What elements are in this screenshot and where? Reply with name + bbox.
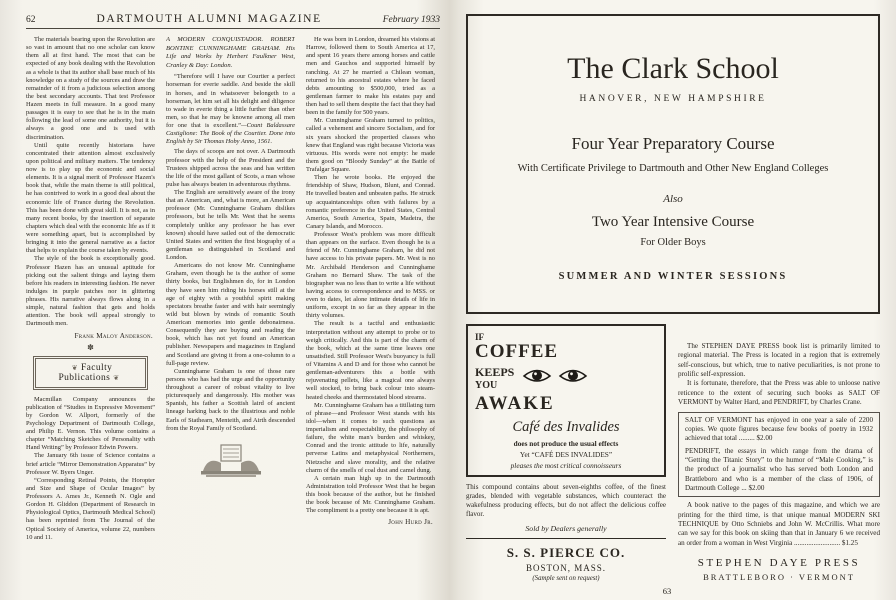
- fleuron-icon: ✽: [87, 342, 94, 352]
- cafe-ad-box: [466, 324, 666, 477]
- cafe-brand-name: Café des Invalides: [512, 418, 620, 435]
- right-page-number: 63: [662, 586, 672, 596]
- clark-also-label: Also: [663, 193, 683, 205]
- column-3: [306, 36, 435, 584]
- cafe-tagline-2: Yet “CAFÉ DES INVALIDES”: [519, 449, 613, 459]
- pierce-company-name: S. S. PIERCE CO.: [506, 545, 626, 561]
- faculty-paragraph: “Corresponding Retinal Points, the Horopter and Size and Shape of Ocular Images” by Professors A. Ames Jr., Kenneth N. Ogle and Gordon H. Gliddon (Department of Research in Physiological Optics, Dartmouth Medical School) has been reprinted from The Journal of the Optical Society of America, volume 22, numbers 10 and 11.: [26, 476, 155, 541]
- coffee-art-awake: AWAKE: [475, 392, 555, 414]
- review-paragraph: The style of the book is exceptionally good. Professor Hazen has an unusual aptitude for picking out the salient things and laying them before his readers in interesting fashion. He never indulges in purple patches nor in glittering phrases. His narrative always flows along in a simple, natural fashion that gets and holds attention. The book will appeal strongly to Dartmouth men.: [26, 255, 155, 328]
- leaf-ornament-icon: ❦: [113, 373, 120, 382]
- left-page-header: [26, 13, 440, 25]
- review-paragraph: A certain man high up in the Dartmouth Administration told Professor West that he began this book because of the author, but he finished the book because of Mr. Cunninghame Graham. The compliment is a pretty one because it is apt.: [306, 474, 435, 515]
- clark-school-ad: [466, 14, 880, 314]
- cafe-body-text: This compound contains about seven-eighths coffee, of the finest grades, blended with vegetable substances, which counteract the wakefulness producing effects, but do not affect the delicious coffee flavor.: [466, 482, 666, 519]
- clark-school-location: HANOVER, NEW HAMPSHIRE: [579, 94, 767, 104]
- daye-booklist-box: [678, 412, 880, 498]
- masthead-title: DARTMOUTH ALUMNI MAGAZINE: [96, 13, 322, 25]
- review-paragraph: The result is a tactful and enthusiastic interpretation without any attempt to probe or to weigh critically. And this is part of the charm of the book, which at the same time leaves one unsatisfied. Still Professor West's buoyancy is full of Vitamins A and D and for those who cannot be gentleman-adventurers this a bottle with rejuvenating pellets, like a magical one always well stocked, to bring back colour into steam-heated cheeks and thermostated blood streams.: [306, 320, 435, 401]
- pierce-company-city: BOSTON, MASS.: [525, 563, 607, 574]
- review-paragraph: The materials bearing upon the Revolution are so vast in amount that no one scholar can know them all at first hand. The most that can be expected of any book dealing with the Revolution as a whole is that its author shall base much of his knowledge on a study of the sources and draw the remainder of it from a judicious selection among the best secondary accounts. That test Professor Hazen meets in full measure. In a good many passages it is easy to see that he is in the main following the lead of some one authority, but it is always a good one and is used with discrimination.: [26, 36, 155, 141]
- review-paragraph: Then he wrote books. He enjoyed the friendship of Shaw, Hudson, Blunt, and Conrad. He travelled beaten and unbeaten paths. He struck up acquaintanceships often with failures by a romantic preference in the United States, Central America, South America, Spain, Madeira, the Canary Islands, and Morocco.: [306, 174, 435, 230]
- right-page-bottom-ads: [466, 324, 880, 592]
- review-paragraph: The English are sensitively aware of the irony that an American, and, what is more, an American professor (Mr. Cunninghame Graham dislikes professors, but he tells Mr. West that he seems completely unlike any professor he has ever known) should have sailed out of the democratic United States and written the first biography of a gentleman so distinguished in Scotland and London.: [166, 189, 295, 261]
- coffee-art-coffee: COFFEE: [475, 341, 559, 362]
- cafe-des-invalides-ad: [466, 324, 666, 592]
- quote-text: “Therefore will I have our Courtier a perfect horseman for everie saddle. And beside the skill in horses, and in whatsoever belongeth to a horseman, let him set all his delight and diligence to wade in everie thing a little further than other men, so that he may be knowne among all men for one that is excellent.”: [166, 73, 295, 129]
- faculty-paragraph: Macmillan Company announces the publication of “Studies in Expressive Movement” by Gordon W. Allport, formerly of the Psychology Department of Dartmouth College, and Philip E. Vernon. This volume contains a chapter “Matching Sketches of Personality with Hand Writing” by Professor Edwin Powers.: [26, 395, 155, 452]
- header-rule: [26, 28, 440, 29]
- clark-school-title: The Clark School: [567, 52, 779, 85]
- clark-course-line: Two Year Intensive Course: [591, 214, 755, 230]
- coffee-art-keeps: KEEPS: [475, 365, 515, 380]
- courtier-quote: [166, 73, 295, 146]
- stephen-daye-press-ad: [678, 324, 880, 592]
- faculty-paragraph: The January 6th issue of Science contains a brief article “Mirror Demonstration Apparatus” by Professor W. Byers Unger.: [26, 452, 155, 476]
- column-2: [166, 36, 295, 584]
- book-review-heading: A MODERN CONQUISTADOR. ROBERT BONTINE CUNNINGHAME GRAHAM. His Life and Works by Herbert Faulkner West, Cranley & Day: London.: [166, 36, 295, 69]
- right-page: [452, 0, 896, 600]
- review-paragraph: Americans do not know Mr. Cunninghame Graham, even though he is the author of some thirty books, but Englishmen do, for in London they have seen him riding his horses still at the age of eighty with a youthful spirit making spectators breathe faster and with hair seemingly wild but blown by winds of romantic South American memories into gentle debonairness. Consequently they are buying and reading the book, which has not yet found an American publisher. Newspapers and magazines in England and Scotland are giving it from a one-column to a full-page review.: [166, 262, 295, 367]
- review-paragraph: He was born in London, dreamed his visions at Harrow, followed them to South America at 17, and spent 16 years there among horses and cattle men and Gauchos and supported himself by ranching. At 27 he married a Chilean woman, returned to his ancestral estates where he faced debts amounting to $500,000, tried as a gentleman farmer to make his estates pay and then had to sell them despite the fact that they had been in the family for 500 years.: [306, 36, 435, 117]
- review-paragraph: Mr. Cunninghame Graham turned to politics, called a vehement and sincere Socialism, and for six years shocked the propertied classes who knew that England was right because Victoria was virtuous. His words were not empty: he made them good on “Bloody Sunday” at the Battle of Trafalgar Square.: [306, 117, 435, 173]
- daye-book-entry: PENDRIFT, the essays in which range from the drama of “Getting the Titanic Story” to the humor of “Male Cooking,” is the product of a journalist who has served both London and Brattleboro and who is a member of the class of 1906, of Dartmouth College ... $2.00: [685, 446, 873, 493]
- pierce-sample-note: (Sample sent on request): [532, 575, 600, 583]
- daye-press-location: BRATTLEBORO · VERMONT: [703, 572, 855, 583]
- review-paragraph: Until quite recently historians have concentrated their attention almost exclusively upon political and military matters. The tendency now is to play up the economic and social elements. It is a signal merit of Professor Hazen's book that, while the main theme is still political, he has contrived to work in a good deal about the economic life of France during the Revolution. This has been done with great skill. It is not, as in many recent books, by the insertion of separate chapters which deal with the economic life as if it were something apart, but is accomplished by bringing it into the general narrative as a factor that helps to explain the course taken by events.: [26, 141, 155, 255]
- crest-engraving-illustration: [166, 440, 295, 487]
- reviewer-byline: John Hurd Jr.: [388, 518, 433, 527]
- daye-paragraph: The STEPHEN DAYE PRESS book list is primarily limited to regional material. The Press is located in a region that is extremely self-conscious, but which, true to native peculiarities, is not prone to prolific self-expression.: [678, 342, 880, 379]
- daye-book-entry: SALT OF VERMONT has enjoyed in one year a sale of 2200 copies. We quote figures because few books of poetry in 1932 achieved that total ......... $2.00: [685, 415, 873, 443]
- reviewer-byline: Frank Maloy Anderson.: [74, 331, 153, 340]
- leaf-ornament-icon: ❦: [71, 363, 78, 372]
- coffee-art-you: YOU: [475, 379, 498, 391]
- review-paragraph: Mr. Cunninghame Graham has a titillating turn of phrase—and Professor West stands with his idol—when it comes to such questions as imperialism and respectability, the philosophy of failure, the white man's burden and whiskey, Conrad and the ironic attitude to life, naturally perverse Latins and metaphysical Northerners, Nietzsche and slave morality, and the relative charm of the smells of coal dust and camel dung.: [306, 401, 435, 474]
- clark-sessions-line: SUMMER AND WINTER SESSIONS: [558, 271, 788, 282]
- section-title: Faculty Publications: [58, 362, 113, 383]
- cafe-tagline-1: does not produce the usual effects: [513, 438, 619, 448]
- issue-date: February 1933: [382, 15, 440, 25]
- clark-certificate-line: With Certificate Privilege to Dartmouth and Other New England Colleges: [517, 163, 829, 174]
- column-1: [26, 36, 155, 584]
- left-page-number: 62: [26, 15, 36, 25]
- cafe-sold-line: Sold by Dealers generally: [525, 524, 607, 534]
- clark-older-boys-line: For Older Boys: [640, 237, 706, 248]
- clark-course-line: Four Year Preparatory Course: [571, 134, 775, 153]
- eyes-icon: [522, 363, 588, 394]
- daye-paragraph: It is fortunate, therefore, that the Press was able to unloose native reticence to the extent of securing such books as SALT OF VERMONT by Walter Hard, and PENDRIFT, by Charles Crane.: [678, 379, 880, 407]
- review-paragraph: Cunninghame Graham is one of those rare persons who has had the urge and the opportunity throughout a career of robust vitality to live picturesquely and dangerously. His mother was Spanish, his father a Scottish laird of ancient lineage harking back to the illustrious and noble Earls of Stathearn, Menteith, and Airth descended from the Royal Family of Scotland.: [166, 367, 295, 432]
- daye-paragraph: A book native to the pages of this magazine, and which we are printing for the third time, is that unique manual MODERN SKI TECHNIQUE by Otto Schniebs and John W. McCrillis. What more can we say for this book on skiing than that in January 6 we received an order from a woman in West Virginia .......................... $1.25: [678, 501, 880, 547]
- quote-attribution: —Count Baldassare Castiglione: The Book of the Courtier. Done into English by Sir Thomas Hoby Anno, 1561.: [166, 122, 295, 146]
- coffee-art-middle: [475, 363, 657, 394]
- review-paragraph: Professor West's problem was more difficult than appears on the surface. Even though he is a friend of Mr. Cunninghame Graham, he did not have access to his private papers. Mr. West is no Mr. Archibald Henderson and Cunninghame Graham no Bernard Shaw. The task of the biographer was no less than to write a life without having access to correspondence and to MSS. or even to dates, let alone intimate details of life in uniform, except in so far as they appear in the thirty volumes.: [306, 231, 435, 320]
- coffee-art-if: IF: [475, 332, 484, 342]
- review-paragraph: The days of scoops are not over. A Dartmouth professor with the help of the President and the Trustees shipped across the seas and has written the life of the most gallant of Scots, a man whose pulse has always beaten in adventurous rhythms.: [166, 148, 295, 188]
- cafe-tagline-3: pleases the most critical connoisseurs: [510, 460, 622, 470]
- faculty-publications-heading: [33, 356, 148, 390]
- text-columns: [26, 36, 440, 584]
- cafe-divider-rule: [466, 538, 666, 539]
- daye-press-name: STEPHEN DAYE PRESS: [697, 557, 861, 570]
